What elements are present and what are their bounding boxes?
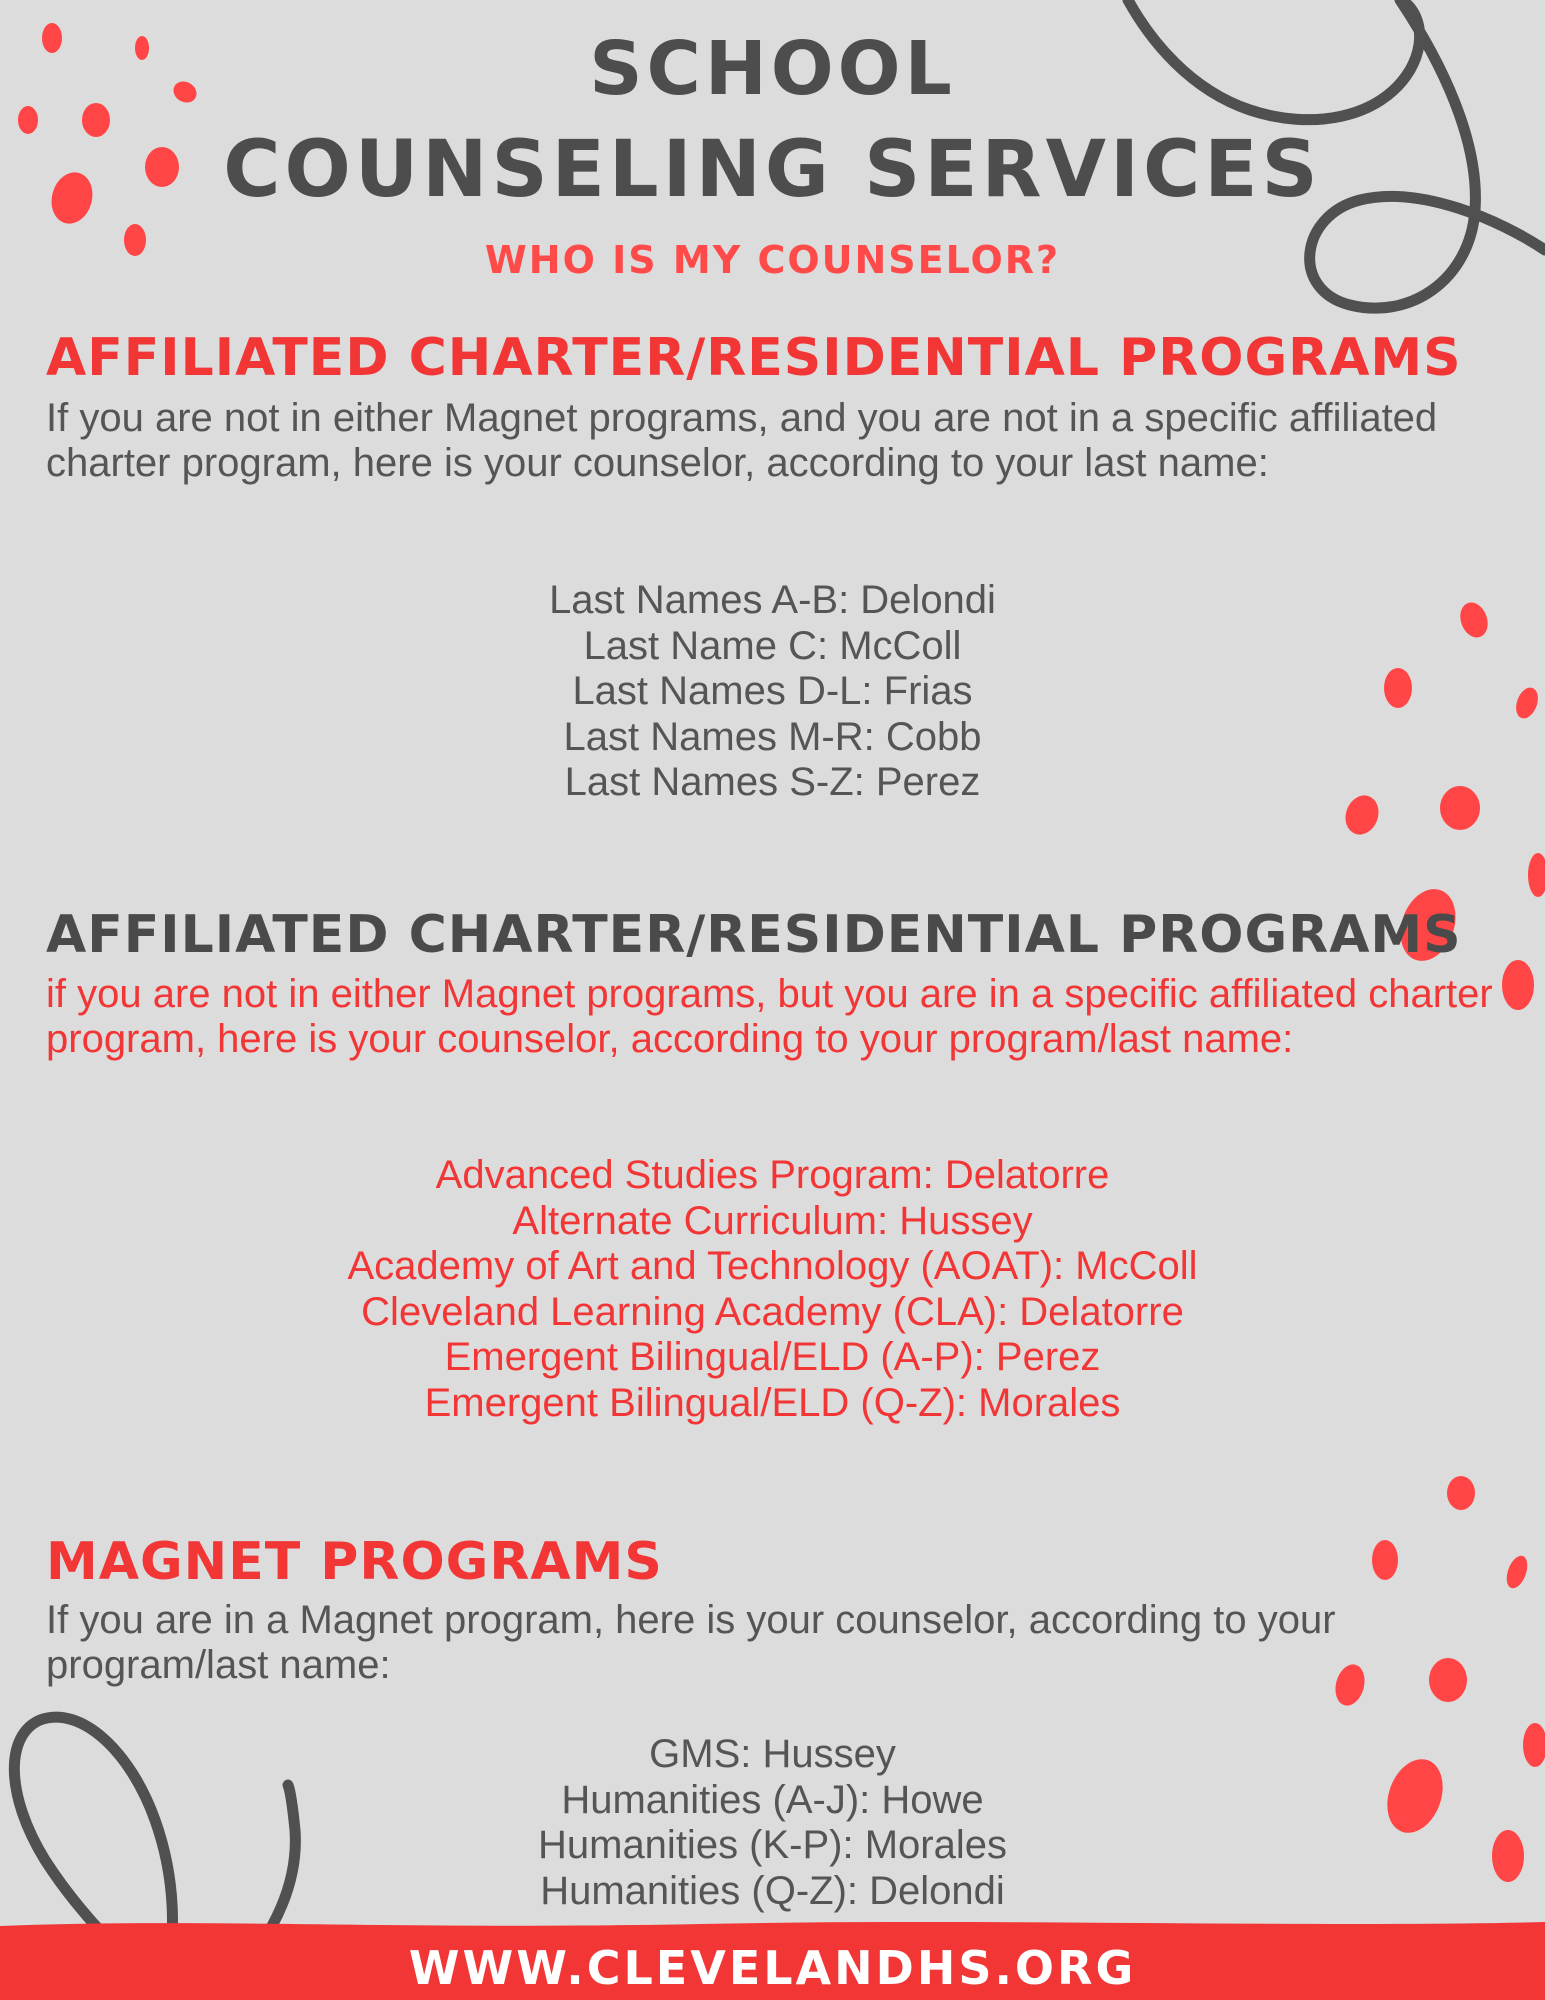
section-intro-magnet: If you are in a Magnet program, here is your counselor, according to your program/last name: — [46, 1598, 1336, 1687]
website-link[interactable]: WWW.CLEVELANDHS.ORG — [408, 1941, 1137, 1995]
counselor-list-residential — [0, 578, 1545, 806]
list-item: Last Names S-Z: Perez — [564, 760, 981, 805]
list-item: Cleveland Learning Academy (CLA): Delatorre — [361, 1289, 1184, 1334]
section-intro-residential: If you are not in either Magnet programs, and you are not in a specific affiliated charter program, here is your counselor, according to your last name: — [46, 396, 1438, 485]
counselor-list-magnet — [0, 1732, 1545, 1914]
list-item: Emergent Bilingual/ELD (Q-Z): Morales — [424, 1380, 1121, 1425]
list-item: Last Name C: McColl — [583, 623, 962, 668]
list-item: Alternate Curriculum: Hussey — [512, 1198, 1033, 1243]
page-title-line-2: COUNSELING SERVICES — [223, 125, 1322, 215]
list-item: Humanities (A-J): Howe — [561, 1777, 984, 1822]
list-item: Advanced Studies Program: Delatorre — [435, 1153, 1110, 1197]
list-item: Humanities (K-P): Morales — [537, 1823, 1007, 1868]
list-item: GMS: Hussey — [649, 1732, 896, 1776]
list-item: Last Names D-L: Frias — [572, 669, 973, 714]
page-subtitle: WHO IS MY COUNSELOR? — [484, 238, 1061, 282]
section-title-charter: AFFILIATED CHARTER/RESIDENTIAL PROGRAMS — [46, 905, 1462, 965]
section-intro-charter: if you are not in either Magnet programs, but you are in a specific affiliated charter program, here is your counselor, according to your program/last name: — [46, 972, 1493, 1061]
list-item: Last Names A-B: Delondi — [549, 578, 996, 622]
counselor-list-charter — [0, 1153, 1545, 1427]
list-item: Emergent Bilingual/ELD (A-P): Perez — [444, 1335, 1101, 1380]
section-title-magnet: MAGNET PROGRAMS — [46, 1532, 663, 1592]
list-item: Humanities (Q-Z): Delondi — [540, 1868, 1005, 1913]
list-item: Academy of Art and Technology (AOAT): McColl — [347, 1244, 1198, 1289]
section-title-residential: AFFILIATED CHARTER/RESIDENTIAL PROGRAMS — [46, 328, 1462, 388]
page-title-line-1: SCHOOL — [589, 26, 956, 112]
list-item: Last Names M-R: Cobb — [563, 714, 982, 759]
